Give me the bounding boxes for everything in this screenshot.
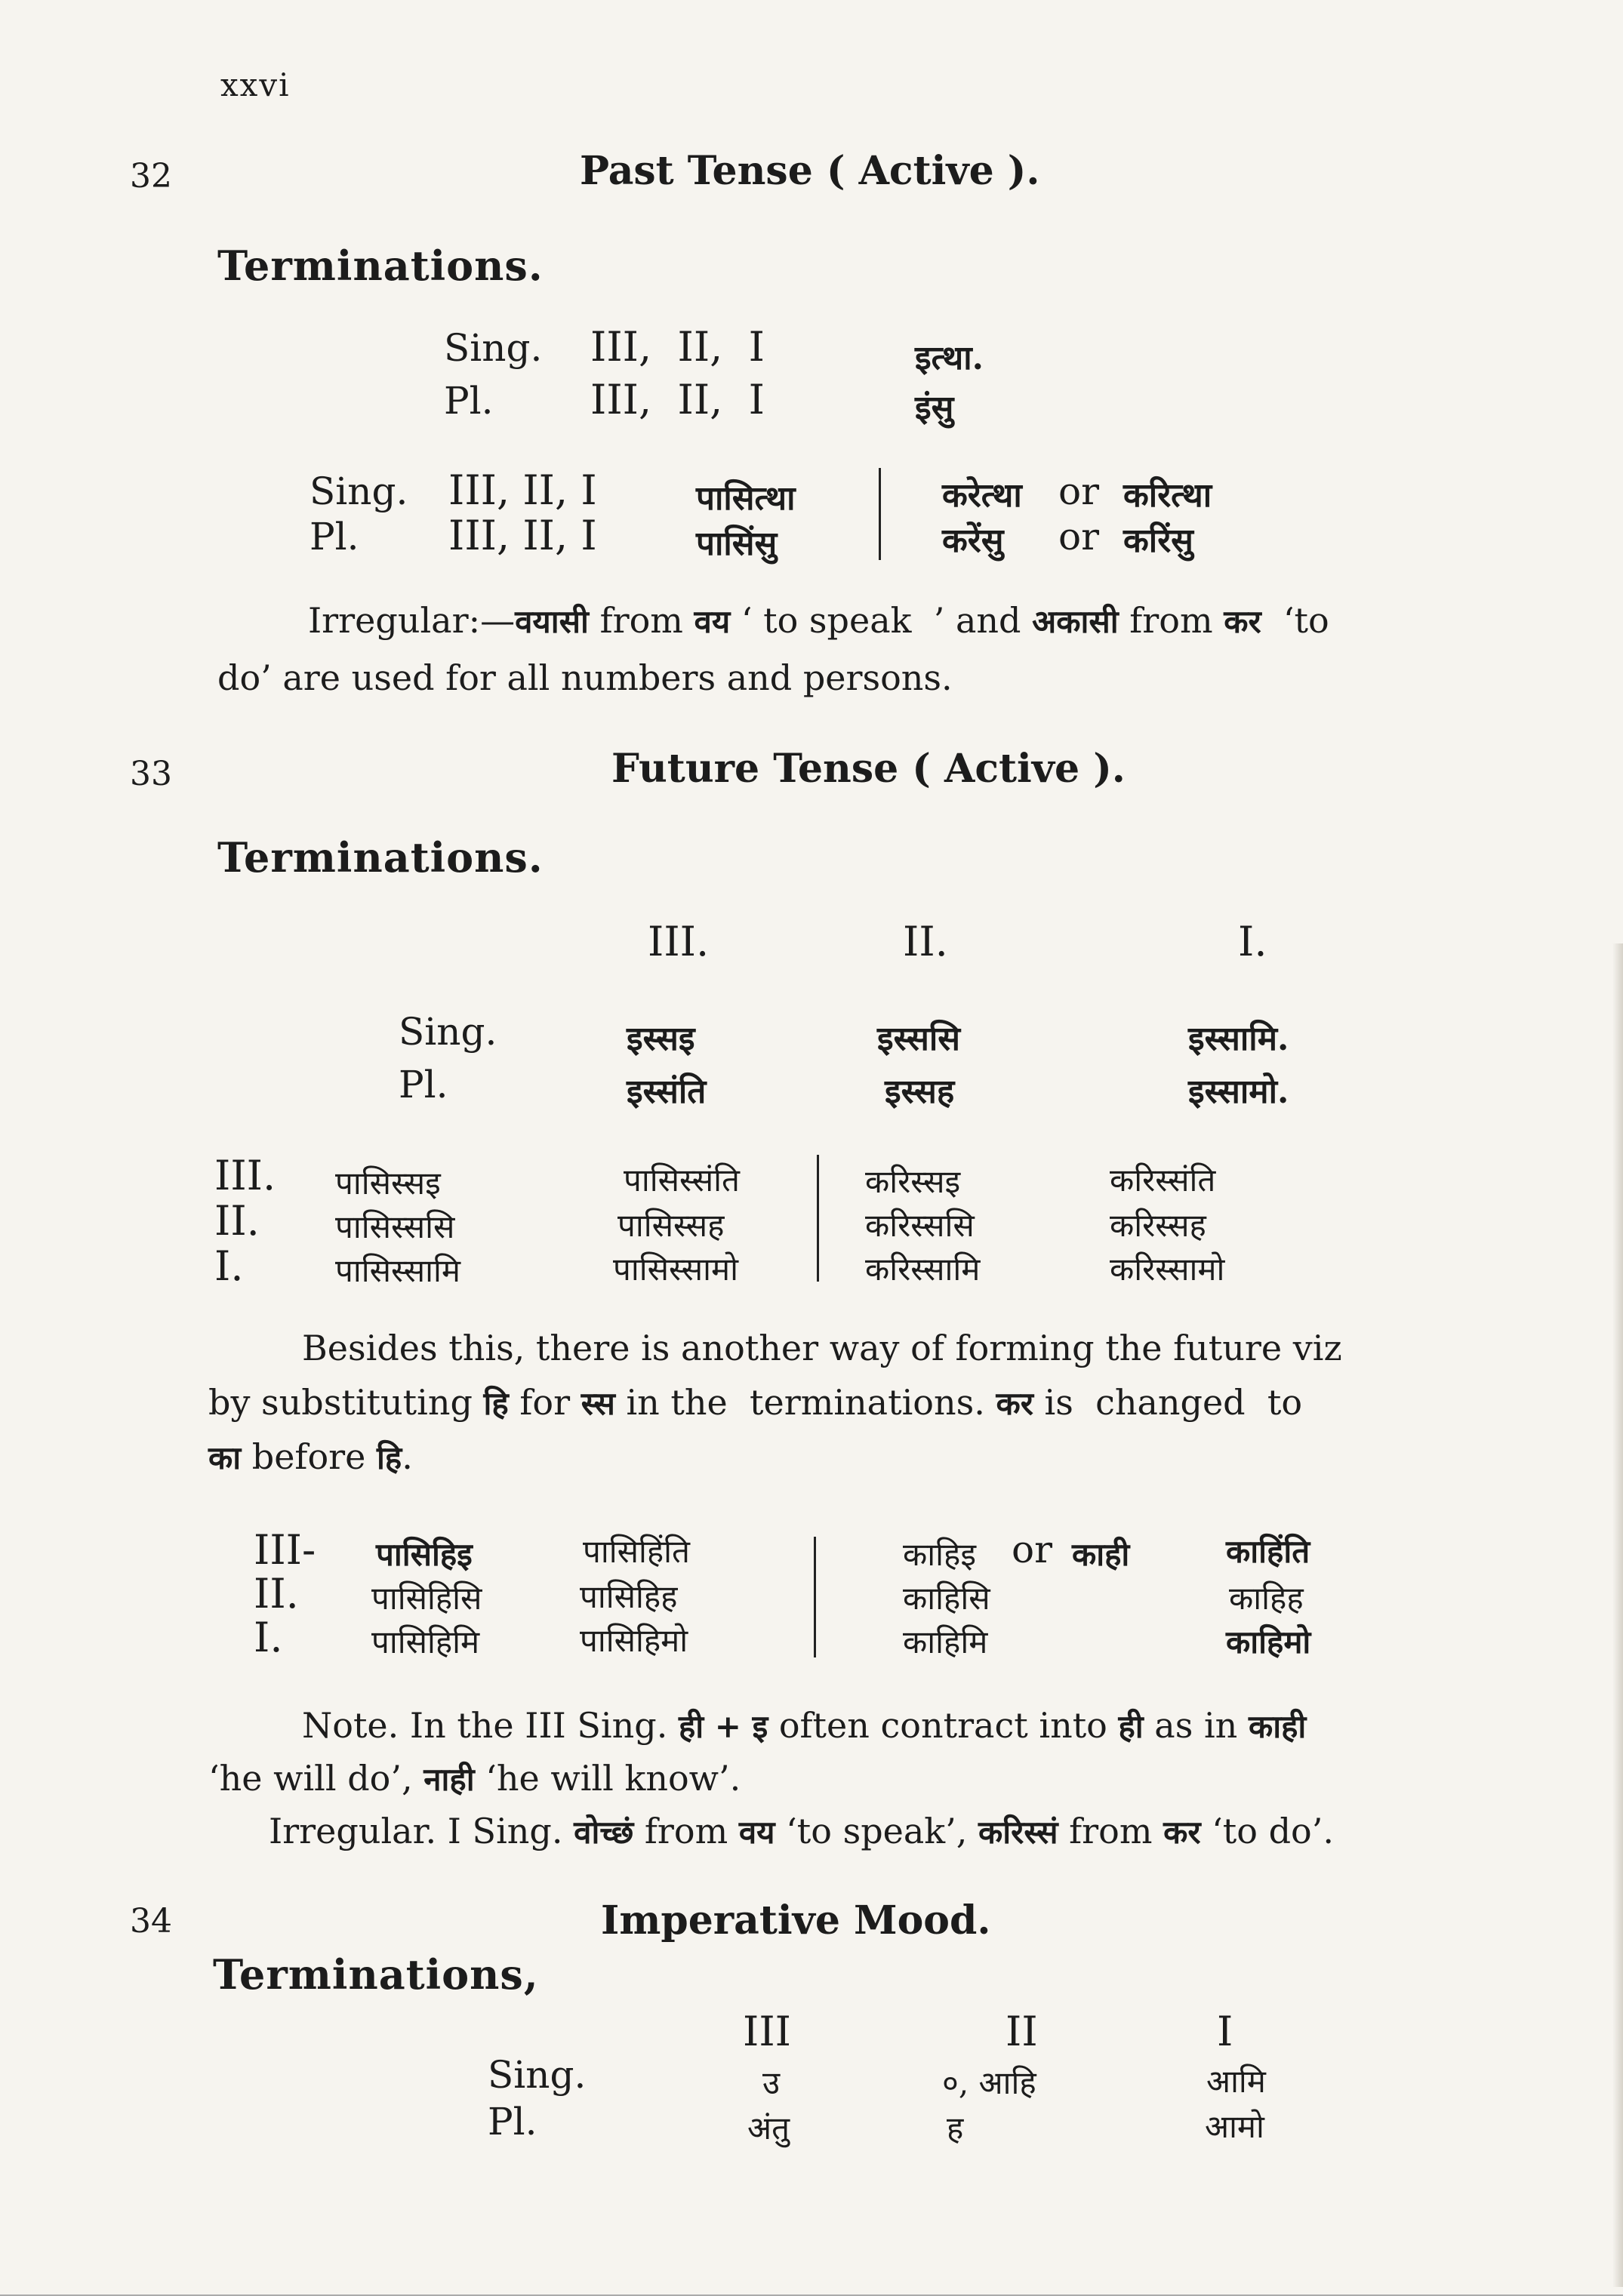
paradigm-form: करिस्सइ: [865, 1163, 961, 1200]
devanagari-word: नाही: [423, 1761, 475, 1798]
text-span: as in: [1143, 1705, 1249, 1746]
devanagari-word: हि: [483, 1385, 509, 1422]
devanagari-word: वय: [738, 1814, 775, 1851]
note-line: [302, 1698, 1306, 1754]
devanagari-word: स्स: [581, 1385, 615, 1422]
paradigm-form: काहिंति: [1226, 1533, 1310, 1570]
paradigm-form: करिस्सामो: [1110, 1251, 1225, 1288]
devanagari-word: ही: [1118, 1708, 1144, 1745]
devanagari-word: कर: [1163, 1814, 1201, 1851]
devanagari-word: कर: [996, 1385, 1033, 1422]
paradigm-form: पासिहिमि: [371, 1624, 480, 1660]
paradigm-form: पासिहिमो: [580, 1622, 688, 1659]
besides-line: [208, 1375, 1302, 1431]
text-span: do’ are used for all numbers and persons.: [217, 657, 953, 698]
termination-ending: इस्सइ: [627, 1020, 695, 1058]
termination-ending: ह: [947, 2110, 964, 2147]
column-header: II.: [903, 918, 948, 965]
person-label: I.: [214, 1242, 244, 1290]
text-span: Irregular:—: [308, 600, 516, 641]
paradigm-form: पासिस्सामि: [335, 1252, 461, 1289]
termination-label: Sing.: [399, 1010, 497, 1054]
paradigm-form: पासिस्सइ: [335, 1165, 441, 1202]
text-span: ‘he will know’.: [474, 1758, 741, 1799]
paradigm-form: पासिस्सह: [617, 1207, 725, 1244]
devanagari-word: ही + इ: [678, 1708, 768, 1745]
section-number: 34: [130, 1902, 172, 1941]
paradigm-label: Pl.: [310, 515, 359, 559]
termination-ending: इत्था.: [915, 339, 984, 377]
text-span: ‘to speak’,: [775, 1811, 979, 1851]
page-number: xxvi: [220, 66, 291, 103]
paradigm-form: करिस्ससि: [865, 1207, 975, 1244]
text-span: Irregular. I Sing.: [269, 1811, 574, 1851]
text-span: ‘to do’.: [1200, 1811, 1334, 1851]
text-span: is changed to: [1033, 1382, 1303, 1423]
termination-label: Sing.: [444, 326, 543, 370]
paradigm-form: काही: [1072, 1536, 1130, 1573]
column-divider: [879, 468, 881, 560]
section-title: Future Tense ( Active ).: [611, 746, 1126, 792]
paradigm-form: पासिंसु: [696, 525, 778, 563]
termination-ending: ०, आहि: [942, 2064, 1036, 2101]
page-edge-shadow: [1612, 943, 1623, 2287]
paradigm-form: पासिहिह: [580, 1578, 678, 1615]
irregular-line: [217, 651, 953, 705]
section-number: 33: [130, 755, 172, 793]
termination-ending: इस्सह: [885, 1073, 955, 1111]
paradigm-form: करेंसु: [942, 522, 1004, 560]
text-span: ‘ to speak ’ and: [730, 600, 1033, 641]
paradigm-form: करिस्सामि: [865, 1251, 981, 1288]
text-span: in the terminations.: [614, 1382, 996, 1423]
or-text: or: [1012, 1528, 1053, 1571]
paradigm-form: करिस्संति: [1110, 1162, 1216, 1199]
termination-persons: III, II, I: [590, 323, 765, 371]
terminations-label: Terminations.: [217, 833, 544, 882]
devanagari-word: का: [208, 1439, 242, 1476]
termination-ending: आमो: [1205, 2108, 1264, 2145]
paradigm-label: Sing.: [310, 469, 408, 513]
column-header: I.: [1238, 918, 1267, 965]
termination-ending: अंतु: [747, 2110, 790, 2147]
paradigm-form: काहिमि: [903, 1624, 988, 1660]
terminations-label: Terminations.: [217, 242, 544, 290]
irregular-line: [308, 593, 1329, 649]
person-label: I.: [254, 1614, 283, 1661]
column-header: III: [743, 2008, 791, 2055]
note-line: [208, 1751, 741, 1807]
devanagari-word: कर: [1224, 603, 1261, 640]
paradigm-form: करित्था: [1123, 476, 1212, 515]
paradigm-form: करिंसु: [1123, 522, 1193, 560]
paradigm-form: काहिमो: [1226, 1624, 1311, 1660]
person-label: II.: [214, 1197, 260, 1245]
text-span: Note. In the III Sing.: [302, 1705, 679, 1746]
paradigm-form: पासिहिंति: [583, 1533, 691, 1570]
column-header: III.: [648, 918, 710, 965]
text-span: .: [402, 1436, 413, 1477]
person-label: II.: [254, 1570, 299, 1617]
text-span: often contract into: [768, 1705, 1119, 1746]
devanagari-word: काही: [1248, 1708, 1307, 1745]
paradigm-form: काहिसि: [903, 1580, 990, 1617]
besides-line: [302, 1321, 1342, 1375]
paradigm-form: काहिह: [1229, 1580, 1304, 1617]
text-span: by substituting: [208, 1382, 484, 1423]
termination-ending: इस्सामि.: [1188, 1020, 1289, 1058]
termination-persons: III, II, I: [590, 376, 765, 423]
person-label: III-: [254, 1526, 316, 1574]
paradigm-form: करेत्था: [942, 476, 1022, 515]
devanagari-word: हि: [377, 1439, 402, 1476]
text-span: ‘to: [1261, 600, 1329, 641]
paradigm-form: पासिहिइ: [376, 1536, 473, 1573]
termination-label: Sing.: [488, 2053, 587, 2097]
termination-ending: इस्ससि: [877, 1020, 961, 1058]
or-text: or: [1058, 469, 1100, 513]
person-label: III.: [214, 1152, 276, 1199]
section-title: Imperative Mood.: [601, 1897, 991, 1944]
paradigm-form: पासिस्संति: [624, 1162, 740, 1199]
text-span: ‘he will do’,: [208, 1758, 424, 1799]
termination-label: Pl.: [399, 1063, 448, 1106]
paradigm-form: पासिस्ससि: [335, 1208, 455, 1245]
besides-line: [208, 1430, 413, 1485]
devanagari-word: अकासी: [1032, 603, 1119, 640]
paradigm-form: पासिस्सामो: [613, 1251, 739, 1288]
devanagari-word: करिस्सं: [978, 1814, 1058, 1851]
termination-label: Pl.: [444, 379, 494, 423]
column-header: II: [1006, 2008, 1038, 2055]
text-span: for: [508, 1382, 581, 1423]
termination-ending: आमि: [1206, 2063, 1266, 2100]
text-span: before: [241, 1436, 377, 1477]
terminations-label: Terminations,: [213, 1950, 539, 1999]
devanagari-word: वयासी: [515, 603, 589, 640]
devanagari-word: वोच्छं: [574, 1814, 634, 1851]
devanagari-word: वय: [694, 603, 731, 640]
paradigm-form: पासिहिसि: [371, 1580, 482, 1617]
section-title: Past Tense ( Active ).: [580, 148, 1040, 194]
column-divider: [817, 1155, 819, 1282]
paradigm-persons: III, II, I: [448, 512, 597, 559]
termination-ending: इस्सामो.: [1188, 1073, 1289, 1111]
text-span: Besides this, there is another way of forming the future viz: [302, 1328, 1342, 1368]
paradigm-form: करिस्सह: [1110, 1207, 1206, 1244]
paradigm-form: पासित्था: [696, 479, 796, 518]
or-text: or: [1058, 515, 1100, 559]
text-span: from: [588, 600, 694, 641]
column-divider: [814, 1537, 816, 1657]
text-span: from: [1118, 600, 1224, 641]
paradigm-form: काहिइ: [903, 1536, 976, 1573]
termination-ending: इस्संति: [627, 1073, 707, 1111]
column-header: I: [1217, 2008, 1233, 2055]
section-number: 32: [130, 157, 172, 195]
irregular-line: [269, 1804, 1334, 1860]
termination-label: Pl.: [488, 2100, 537, 2144]
text-span: from: [633, 1811, 739, 1851]
text-span: from: [1058, 1811, 1164, 1851]
termination-ending: इंसु: [915, 389, 954, 427]
termination-ending: उ: [762, 2064, 781, 2101]
paradigm-persons: III, II, I: [448, 466, 597, 514]
